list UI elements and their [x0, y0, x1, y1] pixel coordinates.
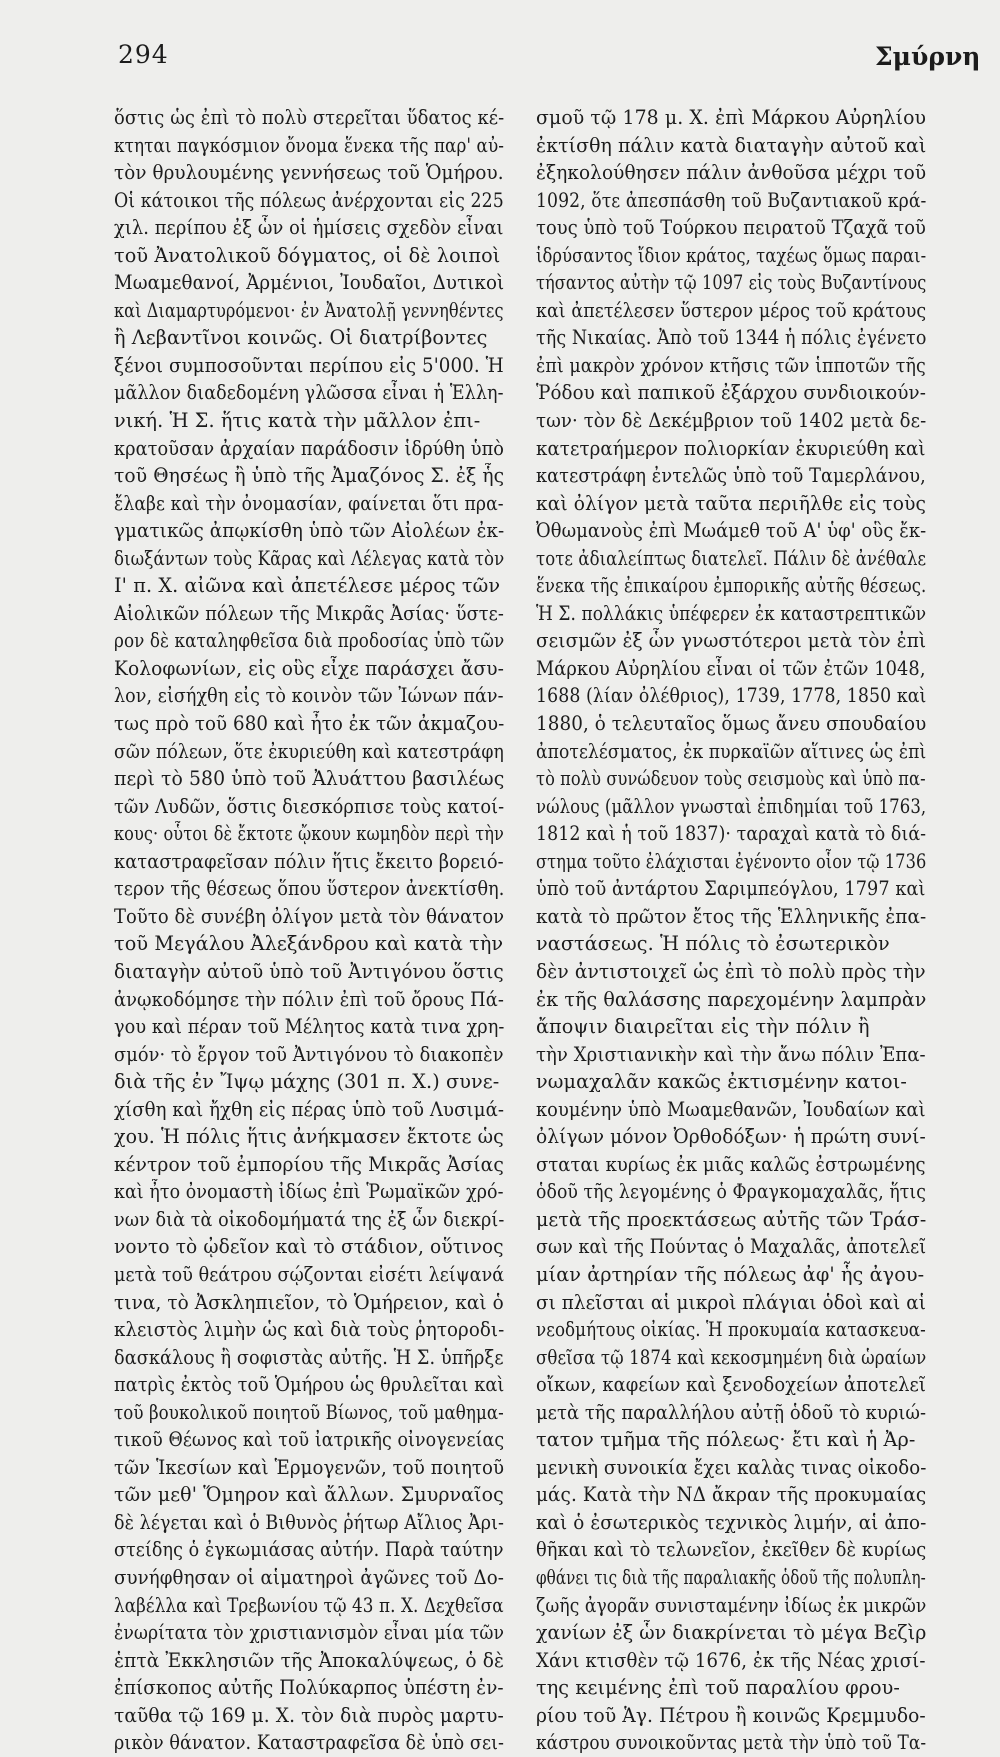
text-line: τὸ πολὺ συνώδευον τοὺς σεισμοὺς καὶ ὑπὸ πα- [536, 767, 926, 791]
text-line: γου καὶ πέραν τοῦ Μέλητος κατὰ τινα χρη- [114, 1015, 505, 1039]
text-line: στημα τοῦτο ἐλάχισται ἐγένοντο οἷον τῷ 1736 [536, 849, 927, 873]
text-line: μάς. Κατὰ τὴν ΝΔ ἄκραν τῆς προκυμαίας [536, 1483, 927, 1507]
text-line: ρον δὲ καταληφθεῖσα διὰ προδοσίας ὑπὸ τῶν [114, 629, 505, 653]
text-line: καὶ ὀλίγον μετὰ ταῦτα περιῆλθε εἰς τοὺς [536, 491, 926, 515]
text-line: τικοῦ Θέωνος καὶ τοῦ ἰατρικῆς οἰνογενείας [114, 1428, 505, 1452]
text-line: κουμένην ὑπὸ Μωαμεθανῶν, Ἰουδαίων καὶ [536, 1097, 926, 1121]
text-line: κους· οὗτοι δὲ ἔκτοτε ᾤκουν κωμηδὸν περὶ τὴν [114, 822, 504, 846]
text-line: κλειστὸς λιμὴν ὡς καὶ διὰ τοὺς ῥητοροδι- [114, 1318, 505, 1342]
text-line: ἄποψιν διαιρεῖται εἰς τὴν πόλιν ἢ [536, 1015, 870, 1039]
text-line: σῶν πόλεων, ὅτε ἐκυριεύθη καὶ κατεστράφη [114, 739, 504, 763]
text-line: της κειμένης ἐπὶ τοῦ παραλίου φρου- [536, 1676, 901, 1700]
text-line: 1092, ὅτε ἀπεσπάσθη τοῦ Βυζαντιακοῦ κρά- [536, 188, 927, 212]
text-line: μετὰ τῆς προεκτάσεως αὐτῆς τῶν Τράσ- [536, 1207, 927, 1231]
text-line: τοῦ Μεγάλου Ἀλεξάνδρου καὶ κατὰ τὴν [114, 932, 504, 956]
text-line: τως πρὸ τοῦ 680 καὶ ἦτο ἐκ τῶν ἀκμαζου- [114, 712, 505, 736]
text-line: ρίου τοῦ Ἁγ. Πέτρου ἢ κοινῶς Κρεμμυδο- [536, 1703, 926, 1727]
text-line: φθάνει τις διὰ τῆς παραλιακῆς ὁδοῦ τῆς πολυπλη- [536, 1565, 926, 1589]
text-line: Ι' π. Χ. αἰῶνα καὶ ἀπετέλεσε μέρος τῶν [114, 574, 501, 598]
text-line: τήσαντος αὐτὴν τῷ 1097 εἰς τοὺς Βυζαντίνους [536, 271, 927, 295]
text-line: καὶ ἀπετέλεσεν ὕστερον μέρος τοῦ κράτους [536, 298, 927, 322]
text-line: 1812 καὶ ἡ τοῦ 1837)· ταραχαὶ κατὰ τὸ διά- [536, 822, 927, 846]
text-line: ἀποτελέσματος, ἐκ πυρκαϊῶν αἵτινες ὡς ἐπὶ [536, 739, 927, 763]
text-line: ὅστις ὡς ἐπὶ τὸ πολὺ στερεῖται ὕδατος κέ- [114, 106, 505, 129]
text-line: ἐνωρίτατα τὸν χριστιανισμὸν εἶναι μία τῶν [114, 1621, 505, 1645]
text-line: σων καὶ τῆς Πούντας ὁ Μαχαλᾶς, ἀποτελεῖ [536, 1235, 927, 1259]
text-line: ταῦθα τῷ 169 μ. Χ. τὸν διὰ πυρὸς μαρτυ- [114, 1703, 504, 1727]
text-line: διὰ τῆς ἐν Ἴψῳ μάχης (301 π. Χ.) συνε- [114, 1070, 500, 1094]
text-line: ὑπὸ τοῦ ἀντάρτου Σαριμπεόγλου, 1797 καὶ [536, 877, 926, 901]
text-line: ἐξηκολούθησεν πάλιν ἀνθοῦσα μέχρι τοῦ [536, 161, 927, 185]
text-line: τῶν Λυδῶν, ὅστις διεσκόρπισε τοὺς κατοί- [114, 794, 505, 818]
text-line: μενικὴ συνοικία ἔχει καλὰς τινας οἰκοδο- [536, 1455, 927, 1479]
text-line: ἀνῳκοδόμησε τὴν πόλιν ἐπὶ τοῦ ὄρους Πά- [114, 987, 504, 1011]
text-line: νωμαχαλᾶν κακῶς ἐκτισμένην κατοι- [536, 1070, 907, 1094]
text-line: κτηται παγκόσμιον ὄνομα ἕνεκα τῆς παρ' αὐ- [114, 133, 505, 157]
text-line: διωξάντων τοὺς Κᾶρας καὶ Λέλεγας κατὰ τὸν [114, 546, 505, 570]
text-line: τῶν Ἱκεσίων καὶ Ἑρμογενῶν, τοῦ ποιητοῦ [114, 1455, 505, 1479]
text-line: τῶν μεθ' Ὅμηρον καὶ ἄλλων. Σμυρναῖος [114, 1483, 504, 1507]
text-line: σεισμῶν ἐξ ὧν γνωστότεροι μετὰ τὸν ἐπὶ [536, 629, 927, 653]
left-column [114, 104, 504, 1757]
text-line: ἐπίσκοπος αὐτῆς Πολύκαρπος ὑπέστη ἐν- [114, 1676, 504, 1700]
text-line: σι πλεῖσται αἱ μικροὶ πλάγιαι ὁδοὶ καὶ αἱ [536, 1290, 926, 1314]
text-line: καὶ ὁ ἐσωτερικὸς τεχνικὸς λιμήν, αἱ ἀπο- [536, 1510, 927, 1534]
text-line: ἕνεκα τῆς ἐπικαίρου ἐμπορικῆς αὐτῆς θέσεως. [536, 574, 927, 598]
text-line: Ὀθωμανοὺς ἐπὶ Μωάμεθ τοῦ Α' ὑφ' οὓς ἔκ- [536, 519, 927, 543]
text-line: τινα, τὸ Ἀσκληπιεῖον, τὸ Ὁμήρειον, καὶ ὁ [114, 1290, 504, 1314]
text-line: ναστάσεως. Ἡ πόλις τὸ ἐσωτερικὸν [536, 932, 890, 956]
text-line: νων διὰ τὰ οἰκοδομήματά της ἐξ ὧν διεκρί- [114, 1207, 505, 1231]
text-line: 1880, ὁ τελευταῖος ὅμως ἄνευ σπουδαίου [536, 712, 927, 736]
text-line: Μάρκου Αὐρηλίου εἶναι οἱ τῶν ἐτῶν 1048, [536, 656, 926, 680]
text-line: τὴν Χριστιανικὴν καὶ τὴν ἄνω πόλιν Ἐπα- [536, 1042, 926, 1066]
text-line: κέντρον τοῦ ἐμπορίου τῆς Μικρᾶς Ἀσίας [114, 1152, 504, 1176]
text-line: νεοδμήτους οἰκίας. Ἡ προκυμαία κατασκευα- [536, 1318, 926, 1342]
text-line: δασκάλους ἢ σοφιστὰς αὐτῆς. Ἡ Σ. ὑπῆρξε [114, 1345, 504, 1369]
text-line: μετὰ τῆς παραλλήλου αὐτῇ ὁδοῦ τὸ κυριώ- [536, 1400, 927, 1424]
text-line: κρατοῦσαν ἀρχαίαν παράδοσιν ἱδρύθη ὑπὸ [114, 436, 505, 460]
text-line: τατον τμῆμα τῆς πόλεως· ἔτι καὶ ἡ Ἀρ- [536, 1428, 916, 1452]
text-line: μετὰ τοῦ θεάτρου σῴζονται εἰσέτι λείψανά [114, 1262, 505, 1286]
text-line: ρικὸν θάνατον. Καταστραφεῖσα δὲ ὑπὸ σει- [114, 1731, 505, 1755]
text-line: ἐκτίσθη πάλιν κατὰ διαταγὴν αὐτοῦ καὶ [536, 133, 927, 157]
text-line: σμοῦ τῷ 178 μ. Χ. ἐπὶ Μάρκου Αὐρηλίου [536, 106, 927, 129]
text-line: θῆκαι καὶ τὸ τελωνεῖον, ἐκεῖθεν δὲ κυρίως [536, 1538, 927, 1562]
text-line: ἐκ τῆς θαλάσσης παρεχομένην λαμπρὰν [536, 987, 927, 1011]
right-column [536, 104, 926, 1757]
text-line: τοῦ βουκολικοῦ ποιητοῦ Βίωνος, τοῦ μαθημα- [114, 1400, 504, 1424]
text-line: 1688 (λίαν ὀλέθριος), 1739, 1778, 1850 καὶ [536, 684, 927, 708]
text-line: δὲν ἀντιστοιχεῖ ὡς ἐπὶ τὸ πολὺ πρὸς τὴν [536, 959, 926, 983]
text-line: σθεῖσα τῷ 1874 καὶ κεκοσμημένη διὰ ὡραίων [536, 1345, 927, 1369]
text-line: ἔλαβε καὶ τὴν ὀνομασίαν, φαίνεται ὅτι πρα- [114, 491, 504, 515]
text-line: τοτε ἀδιαλείπτως διατελεῖ. Πάλιν δὲ ἀνέθαλε [536, 546, 927, 570]
text-line: ἑπτὰ Ἐκκλησιῶν τῆς Ἀποκαλύψεως, ὁ δὲ [114, 1648, 505, 1672]
text-line: γματικῶς ἀπῳκίσθη ὑπὸ τῶν Αἰολέων ἐκ- [114, 519, 505, 543]
text-line: καὶ Διαμαρτυρόμενοι· ἐν Ἀνατολῇ γεννηθέντες [114, 298, 504, 322]
text-line: Ἡ Σ. πολλάκις ὑπέφερεν ἐκ καταστρεπτικῶν [536, 601, 927, 625]
text-line: λον, εἰσήχθη εἰς τὸ κοινὸν τῶν Ἰώνων πάν- [114, 684, 504, 708]
text-line: ἐπὶ μακρὸν χρόνον κτῆσις τῶν ἱπποτῶν τῆς [536, 353, 926, 377]
text-line: συνήφθησαν οἱ αἱματηροὶ ἀγῶνες τοῦ Δο- [114, 1565, 505, 1589]
text-line: Μωαμεθανοί, Ἀρμένιοι, Ἰουδαῖοι, Δυτικοὶ [114, 271, 505, 295]
text-line: κατεστράφη ἐντελῶς ὑπὸ τοῦ Ταμερλάνου, [536, 464, 926, 488]
text-line: ἢ Λεβαντῖνοι κοινῶς. Οἱ διατρίβοντες [114, 326, 488, 350]
text-line: καὶ ἦτο ὀνομαστὴ ἰδίως ἐπὶ Ῥωμαϊκῶν χρό- [114, 1180, 504, 1204]
text-line: των· τὸν δὲ Δεκέμβριον τοῦ 1402 μετὰ δε- [536, 409, 927, 433]
text-line: νοντο τὸ ᾠδεῖον καὶ τὸ στάδιον, οὕτινος [114, 1235, 504, 1259]
text-line: χίσθη καὶ ἤχθη εἰς πέρας ὑπὸ τοῦ Λυσιμά- [114, 1097, 505, 1121]
text-line: διαταγὴν αὐτοῦ ὑπὸ τοῦ Ἀντιγόνου ὅστις [114, 959, 504, 983]
text-line: τους ὑπὸ τοῦ Τούρκου πειρατοῦ Τζαχᾶ τοῦ [536, 216, 926, 240]
text-line: χου. Ἡ πόλις ἥτις ἀνήκμασεν ἔκτοτε ὡς [114, 1125, 504, 1149]
text-line: ζωῆς ἀγορᾶν συνισταμένην ἰδίως ἐκ μικρῶν [536, 1593, 927, 1617]
text-line: τῆς Νικαίας. Ἀπὸ τοῦ 1344 ἡ πόλις ἐγένετο [536, 326, 927, 350]
text-line: πατρὶς ἐκτὸς τοῦ Ὁμήρου ὡς θρυλεῖται καὶ [114, 1373, 505, 1397]
text-line: Ῥόδου καὶ παπικοῦ ἐξάρχου συνδιοικούν- [536, 381, 926, 405]
text-line: Χάνι κτισθὲν τῷ 1676, ἐκ τῆς Νέας χρισί- [536, 1648, 926, 1672]
text-line: σταται κυρίως ἐκ μιᾶς καλῶς ἐστρωμένης [536, 1152, 926, 1176]
text-line: μᾶλλον διαδεδομένη γλῶσσα εἶναι ἡ Ἑλλη- [114, 381, 504, 405]
text-line: τοῦ Ἀνατολικοῦ δόγματος, οἱ δὲ λοιποὶ [114, 243, 501, 267]
text-line: τὸν θρυλουμένης γεννήσεως τοῦ Ὁμήρου. [114, 161, 504, 185]
text-line: ἱδρύσαντος ἴδιον κράτος, ταχέως ὅμως παραι- [536, 243, 927, 267]
page-number: 294 [118, 40, 169, 69]
text-line: κάστρου συνοικοῦντας μετὰ τὴν ὑπὸ τοῦ Τα- [536, 1731, 927, 1755]
text-line: στείδης ὁ ἐγκωμιάσας αὐτήν. Παρὰ ταύτην [114, 1538, 504, 1562]
text-line: καταστραφεῖσαν πόλιν ἥτις ἔκειτο βορειό- [114, 849, 504, 873]
text-line: τερον τῆς θέσεως ὅπου ὕστερον ἀνεκτίσθη. [114, 877, 505, 901]
text-line: νώλους (μᾶλλον γνωσταὶ ἐπιδημίαι τοῦ 1763, [536, 794, 927, 818]
text-line: ξένοι συμποσοῦνται περίπου εἰς 5'000. Ἡ [114, 353, 504, 377]
text-line: χανίων ἐξ ὧν διακρίνεται τὸ μέγα Βεζὶρ [536, 1621, 927, 1645]
text-line: νική. Ἡ Σ. ἥτις κατὰ τὴν μᾶλλον ἐπι- [114, 409, 481, 433]
text-line: ὁδοῦ τῆς λεγομένης ὁ Φραγκομαχαλᾶς, ἥτις [536, 1180, 926, 1204]
text-line: σμόν· τὸ ἔργον τοῦ Ἀντιγόνου τὸ διακοπὲν [114, 1042, 504, 1066]
text-line: περὶ τὸ 580 ὑπὸ τοῦ Ἀλυάττου βασιλέως [114, 767, 505, 791]
running-title: Σμύρνη [875, 42, 981, 71]
text-line: χιλ. περίπου ἐξ ὧν οἱ ἡμίσεις σχεδὸν εἶναι [114, 216, 504, 240]
text-line: κατὰ τὸ πρῶτον ἔτος τῆς Ἑλληνικῆς ἐπα- [536, 904, 927, 928]
text-line: τοῦ Θησέως ἢ ὑπὸ τῆς Ἀμαζόνος Σ. ἐξ ἧς [114, 464, 505, 488]
text-line: ὀλίγων μόνον Ὀρθοδόξων· ἡ πρώτη συνί- [536, 1125, 926, 1149]
text-line: λαβέλλα καὶ Τρεβωνίου τῷ 43 π. Χ. Δεχθεῖσα [114, 1593, 504, 1617]
text-line: μίαν ἀρτηρίαν τῆς πόλεως ἀφ' ἧς ἀγου- [536, 1262, 925, 1286]
text-line: Τοῦτο δὲ συνέβη ὀλίγον μετὰ τὸν θάνατον [114, 904, 505, 928]
text-line: Οἱ κάτοικοι τῆς πόλεως ἀνέρχονται εἰς 225 [114, 188, 504, 212]
text-line: Αἰολικῶν πόλεων τῆς Μικρᾶς Ἀσίας· ὕστε- [114, 601, 504, 625]
text-line: κατετραήμερον πολιορκίαν ἐκυριεύθη καὶ [536, 436, 926, 460]
text-line: Κολοφωνίων, εἰς οὓς εἶχε παράσχει ἄσυ- [114, 656, 504, 680]
text-line: δὲ λέγεται καὶ ὁ Βιθυνὸς ῥήτωρ Αἴλιος Ἀρι- [114, 1510, 504, 1534]
text-line: οἴκων, καφείων καὶ ξενοδοχείων ἀποτελεῖ [536, 1373, 926, 1397]
